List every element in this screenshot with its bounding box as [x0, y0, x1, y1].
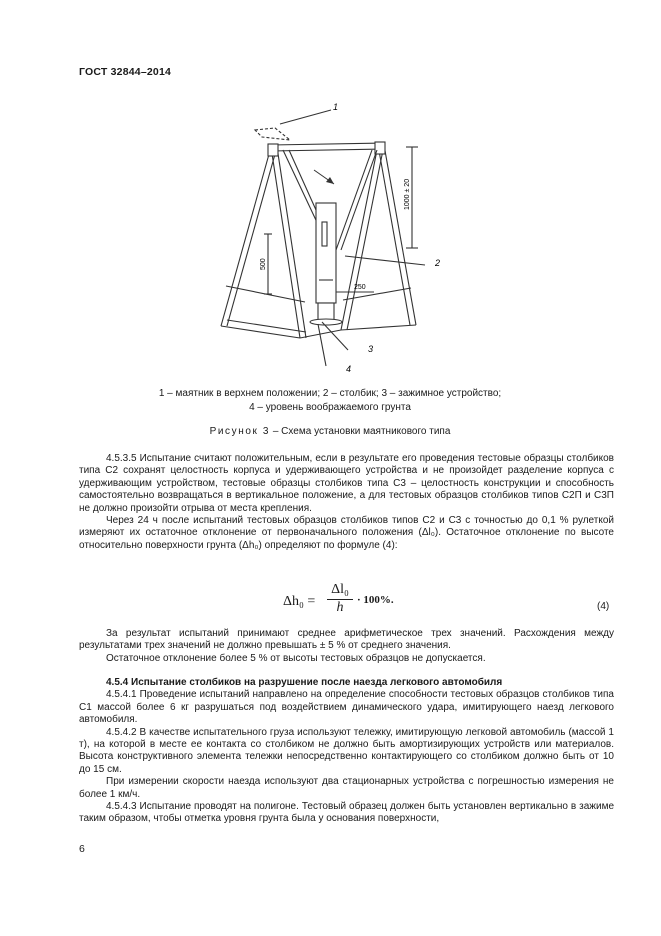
right-frame-inner-leg	[341, 145, 378, 330]
dimension-250: 250	[354, 284, 366, 291]
text-block-1	[79, 453, 614, 552]
document-header: ГОСТ 32844–2014	[79, 66, 172, 78]
paragraph-speed: При измерении скорости наезда используют два стационарных устройства с погрешностью измерения не более 1 км/ч.	[79, 776, 614, 800]
top-beam	[271, 143, 384, 145]
formula-lhs: Δh₀ =	[283, 594, 316, 609]
dimension-height: 1000 ± 20	[404, 178, 411, 210]
page-number: 6	[79, 843, 85, 855]
paragraph-4-5-4-1: 4.5.4.1 Проведение испытаний направлено на определение способности тестовых образцов столбиков типа С1 массой более 6 кг разрушаться под воздействием динамического удара, имитирующего наезд легкового автомобиля.	[79, 689, 614, 726]
pendulum-setup-diagram	[200, 100, 460, 382]
paragraph-measurement: Через 24 ч после испытаний тестовых образцов столбиков типов С2 и С3 с точностью до 0,1 % рулеткой измеряют их остаточное отклонение от первоначального положения (Δl₀). Остаточное отклонение по высоте относительно поверхности грунта (Δh₀) определяют по формуле (4):	[79, 515, 614, 551]
legend-line-2: 4 – уровень воображаемого грунта	[249, 402, 411, 413]
text-block-3	[79, 677, 614, 826]
figure-legend	[120, 387, 540, 415]
callout-1: 1	[333, 102, 339, 112]
clamp-device	[318, 303, 334, 321]
right-frame-outer-leg	[378, 145, 410, 325]
section-heading-4-5-4: 4.5.4 Испытание столбиков на разрушение после наезда легкового автомобиля	[106, 677, 503, 688]
legend-line-1: 1 – маятник в верхнем положении; 2 – столбик; 3 – зажимное устройство;	[158, 388, 502, 399]
paragraph-result-1: За результат испытаний принимают среднее арифметическое трех значений. Расхождения между результатами трех значений не должно превышать ± 5 % от среднего значения.	[79, 628, 614, 652]
figure-title	[120, 426, 540, 437]
dimension-500: 500	[260, 258, 267, 270]
left-frame-outer-leg	[221, 147, 271, 326]
formula-4	[0, 582, 661, 618]
text-block-2	[79, 628, 614, 665]
figure-title-prefix: Рисунок 3	[209, 426, 271, 437]
paragraph-4-5-3-5: 4.5.3.5 Испытание считают положительным, если в результате его проведения тестовые образцы столбиков типа С2 сохранят целостность корпуса и удерживающего устройства и не произойдет разделение корпуса с удерживающим устройством, тестовые образцы столбиков типа С3 – целостность конструкции и способность самостоятельно возвращаться в вертикальное положение, а для тестовых образцов столбиков типов С2П и С3П не должно произойти отрыва от места крепления.	[79, 453, 614, 514]
callout-4: 4	[346, 364, 352, 374]
formula-numerator: Δl₀	[331, 582, 349, 597]
paragraph-4-5-4-2: 4.5.4.2 В качестве испытательного груза используют тележку, имитирующую легковой автомобиль (массой 1 т), на которой в месте ее контакта со столбиком не должно быть амортизирующих устройств или материалов. Высота конструктивного элемента тележки непосредственно контактирующего со столбиком должно быть от 10 до 15 см.	[79, 726, 614, 775]
post	[316, 203, 336, 303]
figure-title-rest: – Схема установки маятникового типа	[270, 426, 451, 437]
paragraph-result-2: Остаточное отклонение более 5 % от высоты тестовых образцов не допускается.	[106, 652, 486, 664]
callout-3: 3	[368, 344, 374, 354]
formula-number: (4)	[597, 601, 610, 612]
formula-rhs: · 100%.	[357, 594, 394, 606]
callout-2: 2	[435, 258, 441, 268]
formula-denominator: h	[336, 600, 344, 615]
paragraph-4-5-4-3: 4.5.4.3 Испытание проводят на полигоне. Тестовый образец должен быть установлен вертикально в зажиме таким образом, чтобы отметка уровня грунта была у основания поверхности,	[79, 801, 614, 825]
pendulum-upper-position	[255, 128, 290, 140]
